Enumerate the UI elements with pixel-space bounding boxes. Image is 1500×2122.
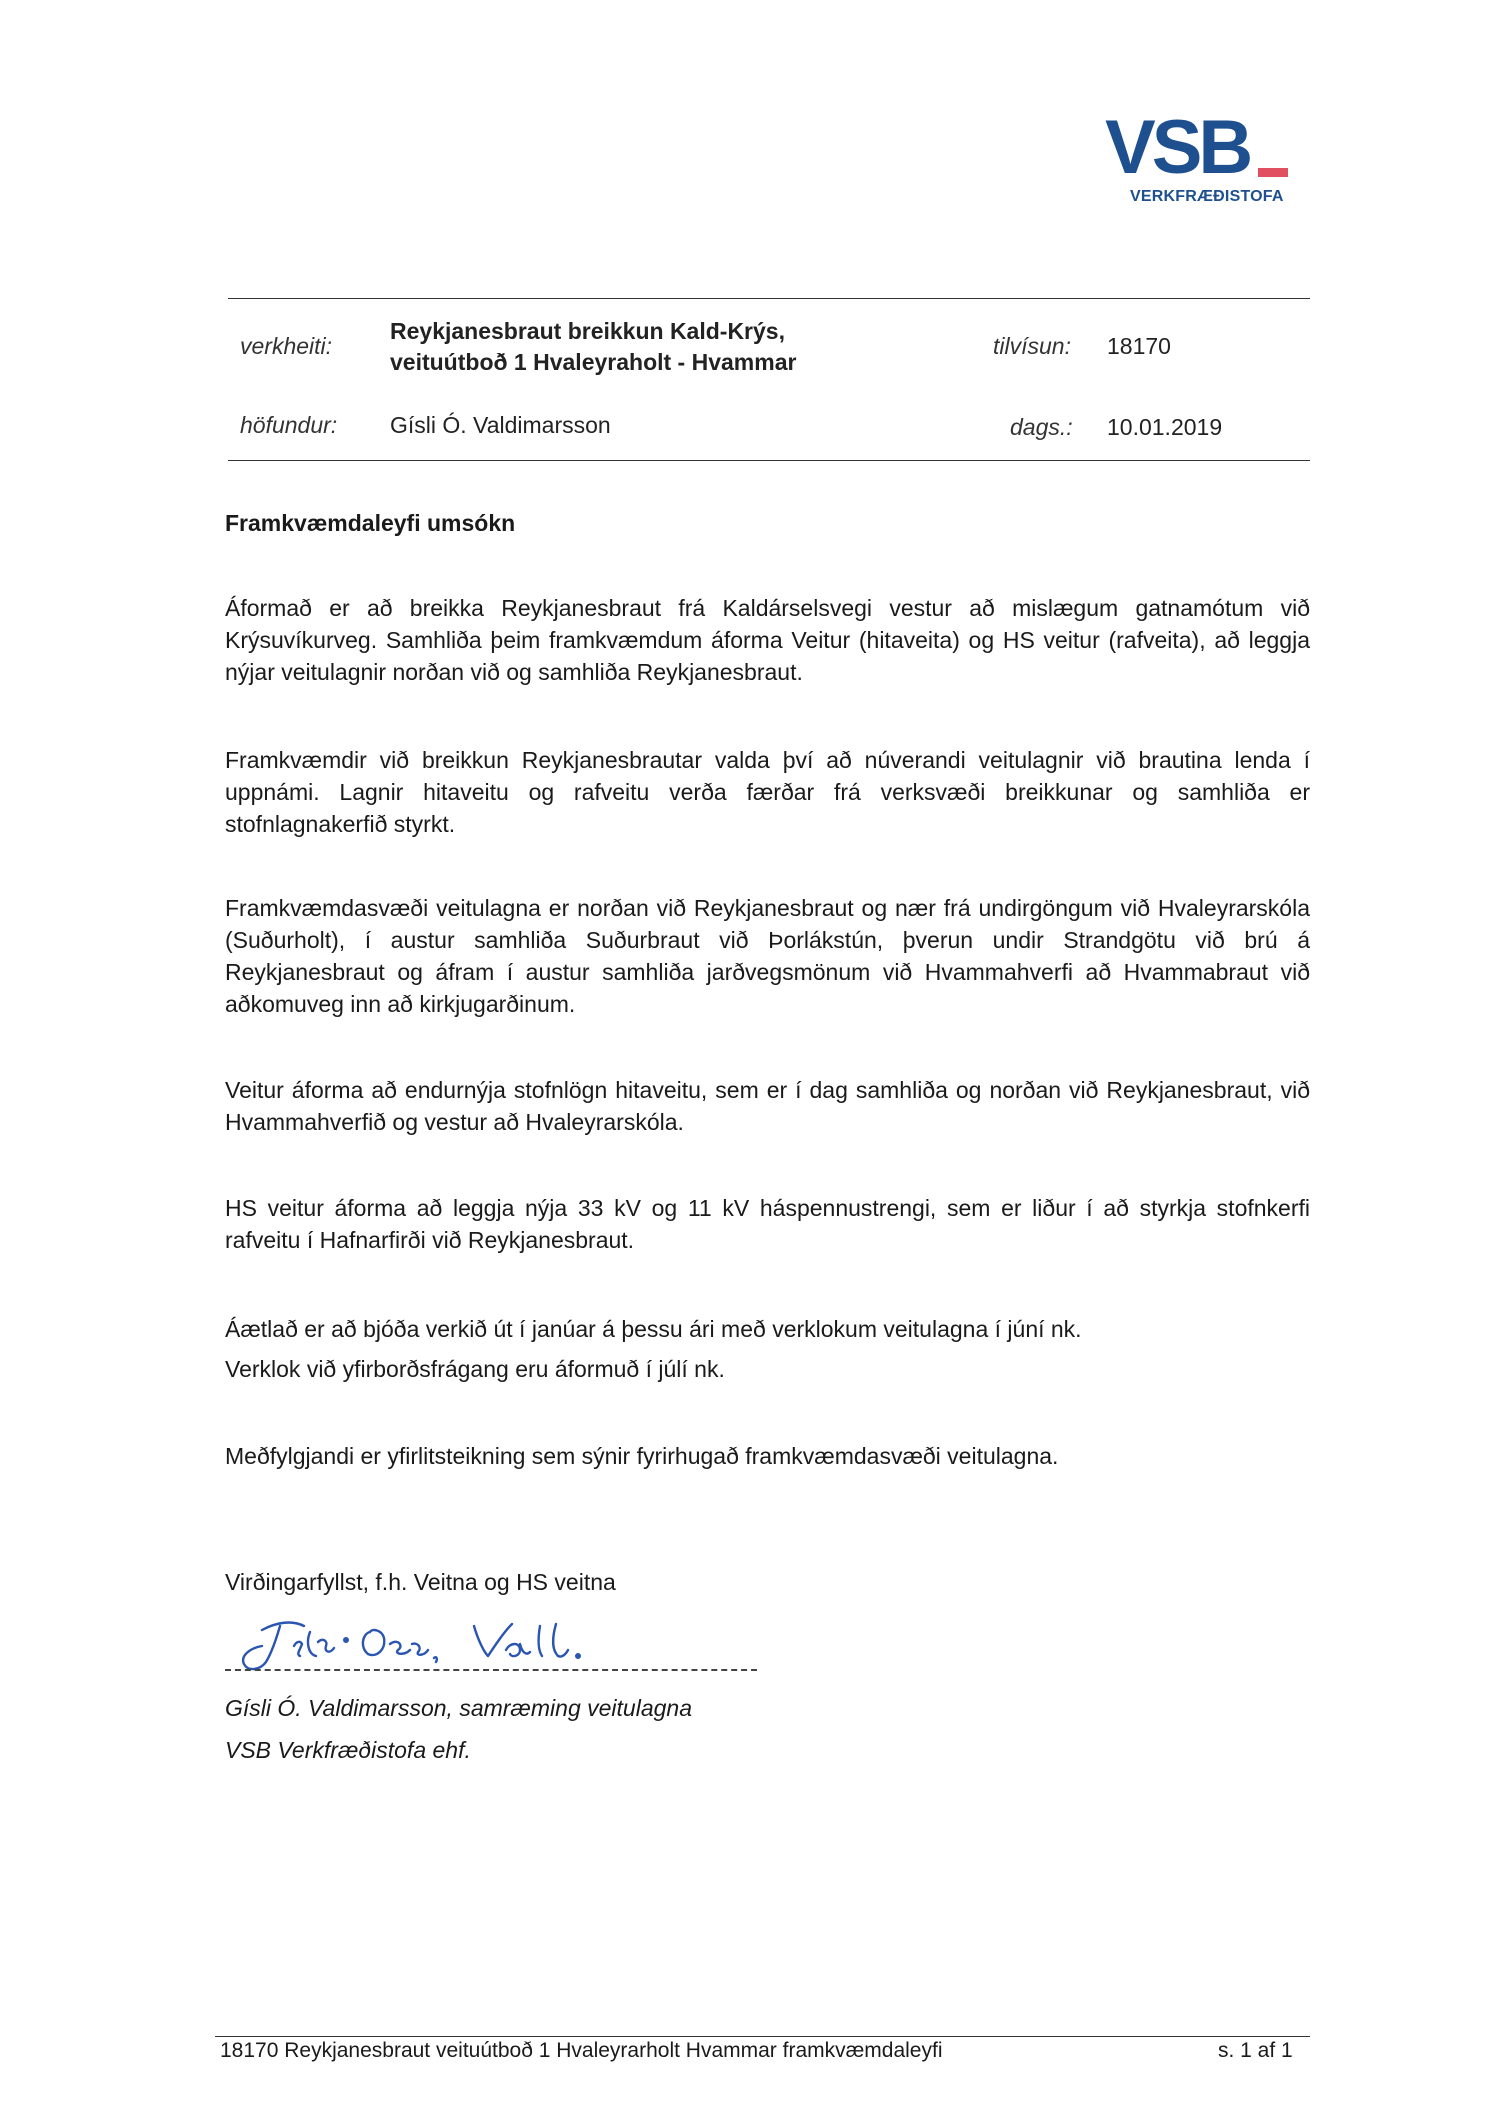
document-heading: Framkvæmdaleyfi umsókn <box>225 510 516 536</box>
signatory-name: Gísli Ó. Valdimarsson, samræming veitulagna <box>225 1695 692 1721</box>
schedule-line-2: Verklok við yfirborðsfrágang eru áformuð í júlí nk. <box>225 1356 725 1382</box>
footer-document-title: 18170 Reykjanesbraut veituútboð 1 Hvaleyrarholt Hvammar framkvæmdaleyfi <box>220 2039 943 2062</box>
project-title-line1: Reykjanesbraut breikkun Kald-Krýs, <box>390 318 785 344</box>
project-label: verkheiti: <box>240 333 333 359</box>
project-title-line2: veituútboð 1 Hvaleyraholt - Hvammar <box>390 349 797 375</box>
project-title <box>390 316 796 378</box>
date-label: dags.: <box>1010 414 1073 440</box>
logo-subtitle: VERKFRÆÐISTOFA <box>1130 188 1284 205</box>
paragraph-1: Áformað er að breikka Reykjanesbraut frá Kaldárselsvegi vestur að mislægum gatnamótum við Krýsuvíkurveg. Samhliða þeim framkvæmdum áforma Veitur (hitaveita) og HS veitur (rafveita), að leggja nýjar veitulagnir norðan við og samhliða Reykjanesbraut. <box>225 595 1310 685</box>
logo-mark: VSB <box>1105 105 1250 190</box>
reference-label: tilvísun: <box>993 333 1071 359</box>
signatory-company: VSB Verkfræðistofa ehf. <box>225 1737 471 1763</box>
paragraph-3: Framkvæmdasvæði veitulagna er norðan við Reykjanesbraut og nær frá undirgöngum við Hvaleyrarskóla (Suðurholt), í austur samhliða Suðurbraut við Þorlákstún, þverun undir Strandgötu við brú á Reykjanesbraut og áfram í austur samhliða jarðvegsmönum við Hvammahverfi að Hvammabraut við aðkomuveg inn að kirkjugarðinum. <box>225 895 1310 1017</box>
attachment-line: Meðfylgjandi er yfirlitsteikning sem sýnir fyrirhugað framkvæmdasvæði veitulagna. <box>225 1443 1059 1469</box>
reference-value: 18170 <box>1107 333 1171 359</box>
handwritten-signature <box>222 1612 762 1674</box>
schedule-line-1: Áætlað er að bjóða verkið út í janúar á þessu ári með verklokum veitulagna í júní nk. <box>225 1316 1082 1342</box>
header-top-rule <box>228 298 1310 299</box>
paragraph-5: HS veitur áforma að leggja nýja 33 kV og 11 kV háspennustrengi, sem er liður í að styrkja stofnkerfi rafveitu í Hafnarfirði við Reykjanesbraut. <box>225 1195 1310 1253</box>
logo-accent-bar <box>1258 168 1288 177</box>
header-bottom-rule <box>228 460 1310 461</box>
paragraph-2: Framkvæmdir við breikkun Reykjanesbrautar valda því að núverandi veitulagnir við brautina lenda í uppnámi. Lagnir hitaveitu og rafveitu verða færðar frá verksvæði breikkunar og samhliða er stofnlagnakerfið styrkt. <box>225 747 1310 837</box>
signature-line <box>225 1669 757 1671</box>
company-logo <box>1100 105 1290 210</box>
paragraph-4: Veitur áforma að endurnýja stofnlögn hitaveitu, sem er í dag samhliða og norðan við Reykjanesbraut, við Hvammahverfið og vestur að Hvaleyrarskóla. <box>225 1077 1310 1135</box>
footer-rule <box>215 2036 1310 2037</box>
author-value: Gísli Ó. Valdimarsson <box>390 412 611 438</box>
date-value: 10.01.2019 <box>1107 414 1223 440</box>
signature-drawing <box>222 1612 762 1674</box>
author-label: höfundur: <box>240 412 338 438</box>
closing-line: Virðingarfyllst, f.h. Veitna og HS veitna <box>225 1569 616 1595</box>
footer-page-number: s. 1 af 1 <box>1218 2039 1293 2062</box>
